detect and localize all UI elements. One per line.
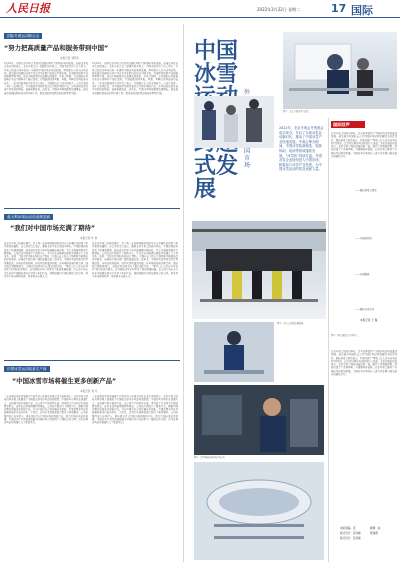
article1-body: 2月14日，出席北京冬奥会开幕式的国际雪联主席约翰·埃利亚施，在接受本报记者采访时表示，北京冬奥会是一届精彩的冬奥会，中国为此付出了巨大努力。冬奥会的成功举办将进一步推动中国冰雪运动的发展，带动更多人参与冰雪运动。越来越多的国际冰雪产业企业正在把目光投向中国市场，希望把高质量产品和服务带到中国，满足中国消费者日益增长的需求。冬奥会期间，多家国际冰雪装备企业在中国举办了展示活动，介绍最新的滑雪板、雪服、雪鞋以及场馆制冷技术。一位来自欧洲的企业负责人表示，中国拥有巨大的市场潜力，公司计划进一步扩大在华投资，与中国伙伴共同开发适合中国市场的产品。冰雪运动的普及离不开优质的场地、装备和教练员。近年来，中国冰雪场地数量快速增长，越来越多的国际教练员来到中国工作，把先进的训练理念和经验带到中国。 — [4, 62, 88, 95]
footer-credit-1: 本版责编：张 — [340, 527, 356, 530]
article1-tag: 国际冬奥运动联合会 — [4, 33, 42, 39]
article3-body-col2: 一家法国冰雪运动装备生产商负责人在接受本报记者采访时表示，北京冬奥会的成功举办极大地激发了中国民众参与冰雪运动的热情，中国冰雪市场正在快速扩大，这将催生更多创新产品。该公司生产的滑雪头盔、滑雪镜等产品深受中国消费者喜爱，近年来在华销售额持续增长。公司在中国设立了研发中心，根据中国消费者的需求开发新产品，并与中国企业合作开展技术创新。中国消费者对冰雪装备的需求日益多样化、个性化，这对企业的研发能力提出了更高要求。公司将继续加大在华投入，推出更多适合中国市场的创新产品，助力中国冰雪运动发展。中国冰雪产业的快速发展为全球冰雪企业提供了广阔的合作空间，也为世界冰雪运动发展注入了新的动力。 — [92, 395, 178, 425]
article3-tag: 法国冰雪运动装备生产商 — [4, 366, 50, 372]
photo-stadium — [194, 462, 324, 560]
photo2-caption: 图②：冬奥会冰球比赛现场。 — [277, 322, 306, 325]
photo4-caption: 图④：国家速滑馆“冰丝带”。 — [331, 334, 360, 337]
feature-title: 中国冰雪 式发展 — [194, 39, 239, 202]
masthead — [0, 0, 400, 18]
masthead-rule — [0, 17, 400, 18]
photo-chairlift — [192, 221, 326, 319]
article2-body-col2: 在北京冬奥会冰球比赛中，意大利一家冰球设备制造商为多支参赛队伍提供了护具和训练器材。该公司负责人表示，随着北京冬奥会的成功举办，中国冰球运动迎来了快速发展期，越来越多的青少年开始接触冰球运动，对专业装备的需求不断增加。公司已在中国设立了销售中心，并与多家冰球俱乐部和学校建立了合作关系。他说：“我们对中国市场充满了期待，中国有庞大的人口基数和不断增长的运动需求，冰球在中国有着广阔的发展前景。”近年来，中国冰雪运动普及程度显著提高，冰雪运动进校园、进社区活动蓬勃开展，冰雪场地设施不断完善。国家统计局数据显示，全国冰雪运动参与人数已超过3亿，“带动三亿人参与冰雪运动”的目标成为现实。这为国际冰雪企业带来了新的发展机遇。该公司计划未来几年在中国推出更多针对青少年的产品，同时加强与中国冰球协会的合作，举办青少年冰球训练营，培养更多冰球人才。 — [92, 242, 178, 278]
article1-body-col2: 2月14日，出席北京冬奥会开幕式的国际雪联主席约翰·埃利亚施，在接受本报记者采访时表示，北京冬奥会是一届精彩的冬奥会，中国为此付出了巨大努力。冬奥会的成功举办将进一步推动中国冰雪运动的发展，带动更多人参与冰雪运动。越来越多的国际冰雪产业企业正在把目光投向中国市场，希望把高质量产品和服务带到中国，满足中国消费者日益增长的需求。冬奥会期间，多家国际冰雪装备企业在中国举办了展示活动，介绍最新的滑雪板、雪服、雪鞋以及场馆制冷技术。一位来自欧洲的企业负责人表示，中国拥有巨大的市场潜力，公司计划进一步扩大在华投资，与中国伙伴共同开发适合中国市场的产品。冰雪运动的普及离不开优质的场地、装备和教练员。近年来，中国冰雪场地数量快速增长，越来越多的国际教练员来到中国工作，把先进的训练理念和经验带到中国。 — [92, 62, 178, 95]
photo1-caption: 图①：北京首钢滑雪大跳台。 — [283, 110, 312, 113]
footer-credit-name: 陈丽群 — [370, 532, 378, 535]
section-divider-2 — [4, 360, 180, 361]
article2-tag: 意大利冰球运动设备制造商 — [4, 214, 53, 220]
article3-body: 一家法国冰雪运动装备生产商负责人在接受本报记者采访时表示，北京冬奥会的成功举办极大地激发了中国民众参与冰雪运动的热情，中国冰雪市场正在快速扩大，这将催生更多创新产品。该公司生产的滑雪头盔、滑雪镜等产品深受中国消费者喜爱，近年来在华销售额持续增长。公司在中国设立了研发中心，根据中国消费者的需求开发新产品，并与中国企业合作开展技术创新。中国消费者对冰雪装备的需求日益多样化、个性化，这对企业的研发能力提出了更高要求。公司将继续加大在华投入，推出更多适合中国市场的创新产品，助力中国冰雪运动发展。中国冰雪产业的快速发展为全球冰雪企业提供了广阔的合作空间，也为世界冰雪运动发展注入了新的动力。 — [4, 395, 88, 425]
footer-credit-2: 制图：赵 — [370, 527, 381, 530]
newspaper-logo: 人民日报 — [6, 2, 50, 15]
article2-byline: 本报记者 叶 琦 — [80, 237, 98, 240]
column-divider-right — [328, 118, 329, 562]
article1-byline: 本报记者 刘军华 — [60, 57, 79, 60]
page-name: 国际 — [351, 4, 373, 17]
column-sub1: ——国际奥委会委员 — [355, 189, 377, 192]
column-body: 北京冬奥会的成功举办，让全世界看到了中国冰雪运动的蓬勃发展，越来越多的国际友人对中国冰雪运动发展给予高度评价。国际奥委会委员表示，中国兑现了“带动三亿人参与冰雪运动”的承诺，这是对世界冰雪运动的巨大贡献。多位外国运动员表示，北京冬奥会场馆设施世界一流，组织工作细致周到，给他们留下了深刻印象。外国媒体评论称，北京冬奥会推动了全球冰雪运动的发展，中国冰雪市场的巨大潜力正在吸引越来越多的国际企业。 — [331, 132, 397, 159]
section-divider-1 — [4, 208, 180, 209]
column-badge — [331, 121, 365, 128]
column-divider-left — [183, 24, 184, 562]
feature-subtitle: 外 国市场 — [244, 89, 251, 169]
article3-title: “中国冰雪市场将催生更多创新产品” — [12, 377, 117, 385]
column-badge-label: 国际回声 — [333, 122, 350, 127]
photo-ski-jump — [283, 32, 397, 109]
column-credit: 本报记者 王 瑞 — [360, 319, 378, 322]
photo3-caption: 图③：滑雪场游客体验冰雪运动。 — [194, 456, 227, 459]
column-captions-block: 北京冬奥会的成功举办，让全世界看到了中国冰雪运动的蓬勃发展，越来越多的国际友人对中国冰雪运动发展给予高度评价。国际奥委会委员表示，中国兑现了“带动三亿人参与冰雪运动”的承诺，这是对世界冰雪运动的巨大贡献。多位外国运动员表示，北京冬奥会场馆设施世界一流，组织工作细致周到，给他们留下了深刻印象。外国媒体评论称，北京冬奥会推动了全球冰雪运动的发展，中国冰雪市场的巨大潜力正在吸引越来越多的国际企业。 — [331, 350, 397, 377]
issue-date: 2022年3月22日 星期二 — [257, 7, 301, 12]
article2-title: “我们对中国市场充满了期待” — [10, 224, 96, 232]
footer-contributors: 版式设计：张丹峰 — [340, 537, 361, 540]
page-number: 17 — [331, 2, 347, 15]
article3-byline: 本报记者 刘 玲 — [80, 390, 98, 393]
article2-body: 在北京冬奥会冰球比赛中，意大利一家冰球设备制造商为多支参赛队伍提供了护具和训练器材。该公司负责人表示，随着北京冬奥会的成功举办，中国冰球运动迎来了快速发展期，越来越多的青少年开始接触冰球运动，对专业装备的需求不断增加。公司已在中国设立了销售中心，并与多家冰球俱乐部和学校建立了合作关系。他说：“我们对中国市场充满了期待，中国有庞大的人口基数和不断增长的运动需求，冰球在中国有着广阔的发展前景。”近年来，中国冰雪运动普及程度显著提高，冰雪运动进校园、进社区活动蓬勃开展，冰雪场地设施不断完善。国家统计局数据显示，全国冰雪运动参与人数已超过3亿，“带动三亿人参与冰雪运动”的目标成为现实。这为国际冰雪企业带来了新的发展机遇。该公司计划未来几年在中国推出更多针对青少年的产品，同时加强与中国冰球协会的合作，举办青少年冰球训练营，培养更多冰球人才。 — [4, 242, 88, 278]
column-sub3: ——外国媒体 — [355, 273, 370, 276]
photo-technician — [194, 385, 324, 455]
feature-lead: 2022年，北京冬奥会冬残奥会成功举办，开启了全球冰雪运动新时代，推动了中国冰雪产业快速发展。冬奥会筹办期间，中国冰雪装备制造、旅游休闲、培训等领域蓬勃发展，“冰雪热”持续升温。外国冰雪企业纷纷进入中国市场，积极参与冰雪产业发展，为中国冰雪运动的普及贡献力量。 — [279, 126, 324, 172]
column-sub4: ——国际冰雪企业 — [355, 308, 375, 311]
column-sub2: ——外国运动员 — [355, 237, 372, 240]
footer-credit-3: 版式设计：张丹峰 — [340, 532, 361, 535]
article1-title: “努力把高质量产品和服务带到中国” — [4, 44, 109, 52]
photo-ice-hockey — [194, 96, 274, 148]
photo-skater — [194, 322, 274, 382]
